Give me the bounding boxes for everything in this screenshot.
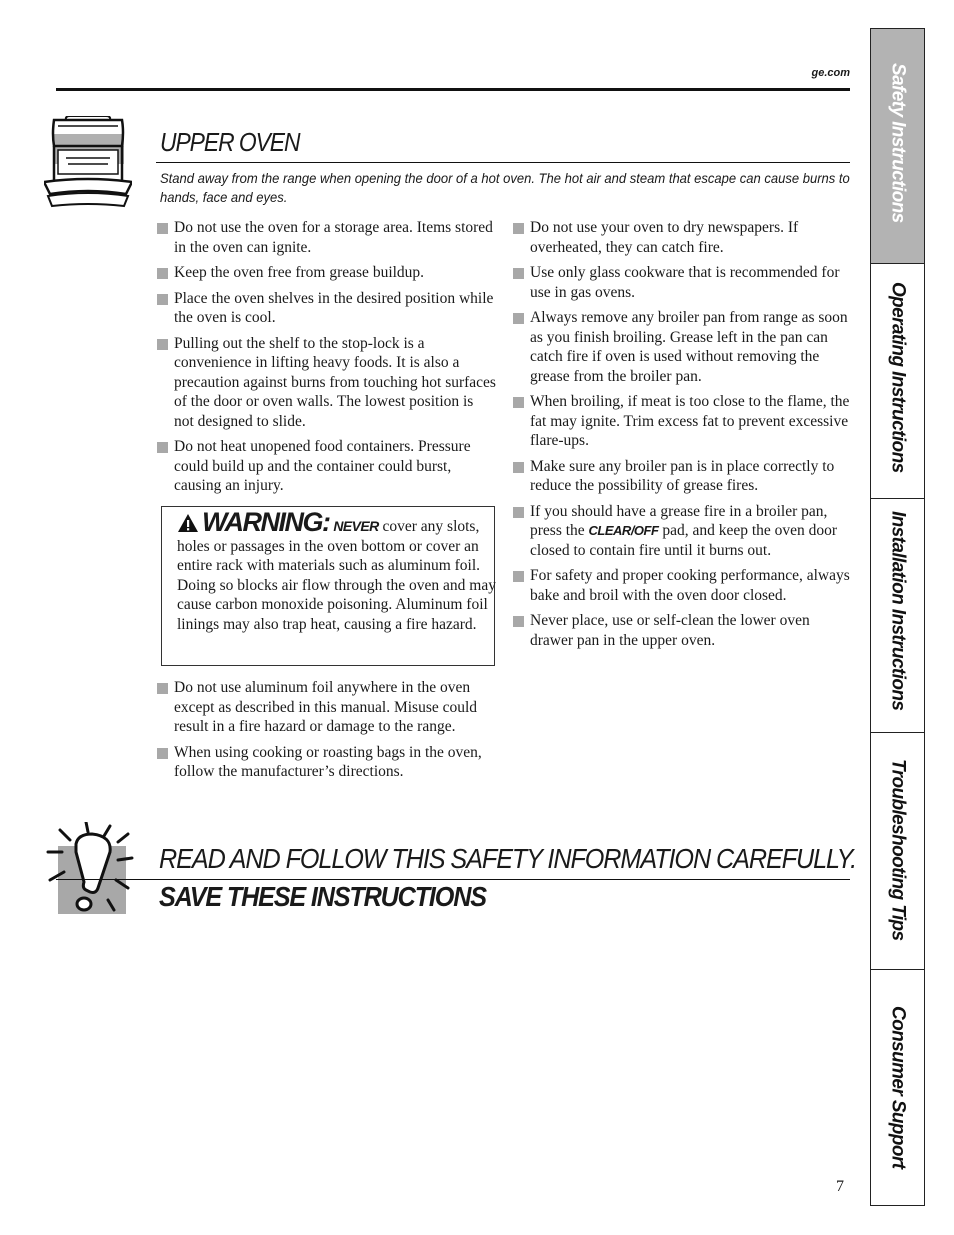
- bullet-square-icon: [513, 397, 524, 408]
- list-item: [157, 263, 497, 283]
- list-item-text: Do not use aluminum foil anywhere in the oven except as described in this manual. Misuse could result in a fire hazard or damage to the range.: [174, 679, 478, 735]
- bullet-square-icon: [157, 223, 168, 234]
- grease-fire-text-before: If you should have a grease fire in a broiler pan, press the: [530, 502, 828, 539]
- bullet-square-icon: [513, 313, 524, 324]
- list-item: [513, 218, 853, 257]
- list-item-text: Keep the oven free from grease buildup.: [174, 264, 425, 281]
- warning-label: WARNING:: [202, 507, 330, 537]
- tab-operating-instructions[interactable]: [870, 264, 925, 499]
- list-item-text: Do not use the oven for a storage area. Items stored in the oven can ignite.: [174, 219, 493, 256]
- list-item: [157, 743, 497, 782]
- bullet-square-icon: [157, 339, 168, 350]
- warning-body: cover any slots, holes or passages in the oven bottom or cover an entire rack with materials such as aluminum foil. Doing so blocks air flow through the oven and may cause carbon monoxide poisoning. Aluminum foil linings may also trap heat, causing a fire hazard.: [177, 518, 496, 633]
- tab-label: Safety Instructions: [887, 63, 909, 223]
- tab-consumer-support[interactable]: [870, 970, 925, 1206]
- bullet-square-icon: [157, 748, 168, 759]
- list-item-text: Place the oven shelves in the desired position while the oven is cool.: [174, 289, 494, 326]
- list-item-text: When using cooking or roasting bags in the oven, follow the manufacturer’s directions.: [174, 743, 482, 780]
- bullet-square-icon: [157, 442, 168, 453]
- site-url: ge.com: [811, 67, 850, 79]
- list-item: [513, 263, 853, 302]
- list-item: [513, 566, 853, 605]
- exclamation-alert-icon: [46, 822, 136, 918]
- bullet-square-icon: [513, 268, 524, 279]
- list-item: [513, 457, 853, 496]
- tab-label: Installation Instructions: [887, 511, 909, 711]
- list-item: [157, 678, 497, 737]
- list-item: [513, 611, 853, 650]
- tab-label: Operating Instructions: [887, 282, 909, 473]
- list-item: [157, 437, 497, 496]
- list-item-text: Never place, use or self-clean the lower oven drawer pan in the upper oven.: [530, 612, 810, 649]
- list-item-text: Use only glass cookware that is recommended for use in gas ovens.: [530, 264, 840, 301]
- list-item-text: Pulling out the shelf to the stop-lock is a convenience in lifting heavy foods. It is also a precaution against burns from touching hot surfaces of the door or oven walls. The lowest position is not designed to slide.: [174, 334, 496, 430]
- tab-troubleshooting-tips[interactable]: [870, 733, 925, 970]
- left-column: [157, 218, 497, 502]
- title-rule: [156, 162, 850, 163]
- list-item-text: Always remove any broiler pan from range as soon as you finish broiling. Grease left in the pan can catch fire if oven is used without removing the grease from the broiler pan.: [530, 309, 848, 385]
- tab-label: Consumer Support: [887, 1006, 909, 1169]
- bullet-square-icon: [513, 223, 524, 234]
- clear-off-key-label: CLEAR/OFF: [588, 523, 659, 538]
- sidebar: [870, 28, 926, 1206]
- list-item-text: Make sure any broiler pan is in place correctly to reduce the possibility of grease fires.: [530, 457, 835, 494]
- grease-fire-text-after: pad, and keep the oven door closed to contain fire until it burns out.: [530, 522, 838, 559]
- tab-label: Troubleshooting Tips: [887, 759, 909, 941]
- list-item-text: For safety and proper cooking performance, always bake and broil with the oven door closed.: [530, 567, 850, 604]
- bullet-square-icon: [157, 683, 168, 694]
- list-item: [157, 334, 497, 432]
- page-number: 7: [836, 1178, 844, 1195]
- list-item: [157, 289, 497, 328]
- bullet-square-icon: [513, 507, 524, 518]
- read-rule: [56, 879, 850, 880]
- list-item: [157, 218, 497, 257]
- oven-icon: [44, 116, 132, 210]
- bullet-square-icon: [513, 462, 524, 473]
- list-item-text: When broiling, if meat is too close to the flame, the fat may ignite. Trim excess fat to prevent excessive flare-ups.: [530, 393, 850, 449]
- read-follow-title: READ AND FOLLOW THIS SAFETY INFORMATION CAREFULLY.: [159, 843, 857, 874]
- list-item: [513, 392, 853, 451]
- top-rule: [56, 88, 850, 91]
- section-title: UPPER OVEN: [160, 127, 300, 157]
- list-item-text: Do not use your oven to dry newspapers. If overheated, they can catch fire.: [530, 219, 799, 256]
- warning-triangle-icon: [177, 513, 199, 533]
- right-column: [513, 218, 853, 656]
- tab-safety-instructions[interactable]: [870, 28, 925, 264]
- list-item-text: Do not heat unopened food containers. Pressure could build up and the container could burst, causing an injury.: [174, 438, 471, 494]
- warning-never: NEVER: [333, 518, 379, 534]
- bullet-square-icon: [157, 268, 168, 279]
- save-instructions-title: SAVE THESE INSTRUCTIONS: [159, 881, 486, 912]
- left-column-lower: [157, 678, 497, 788]
- tab-installation-instructions[interactable]: [870, 499, 925, 733]
- bullet-square-icon: [513, 571, 524, 582]
- bullet-square-icon: [157, 294, 168, 305]
- intro-text: Stand away from the range when opening the door of a hot oven. The hot air and steam that escape can cause burns to hands, face and eyes.: [160, 170, 850, 205]
- bullet-square-icon: [513, 616, 524, 627]
- list-item-grease-fire: [513, 502, 853, 561]
- list-item: [513, 308, 853, 386]
- warning-text: [177, 507, 497, 634]
